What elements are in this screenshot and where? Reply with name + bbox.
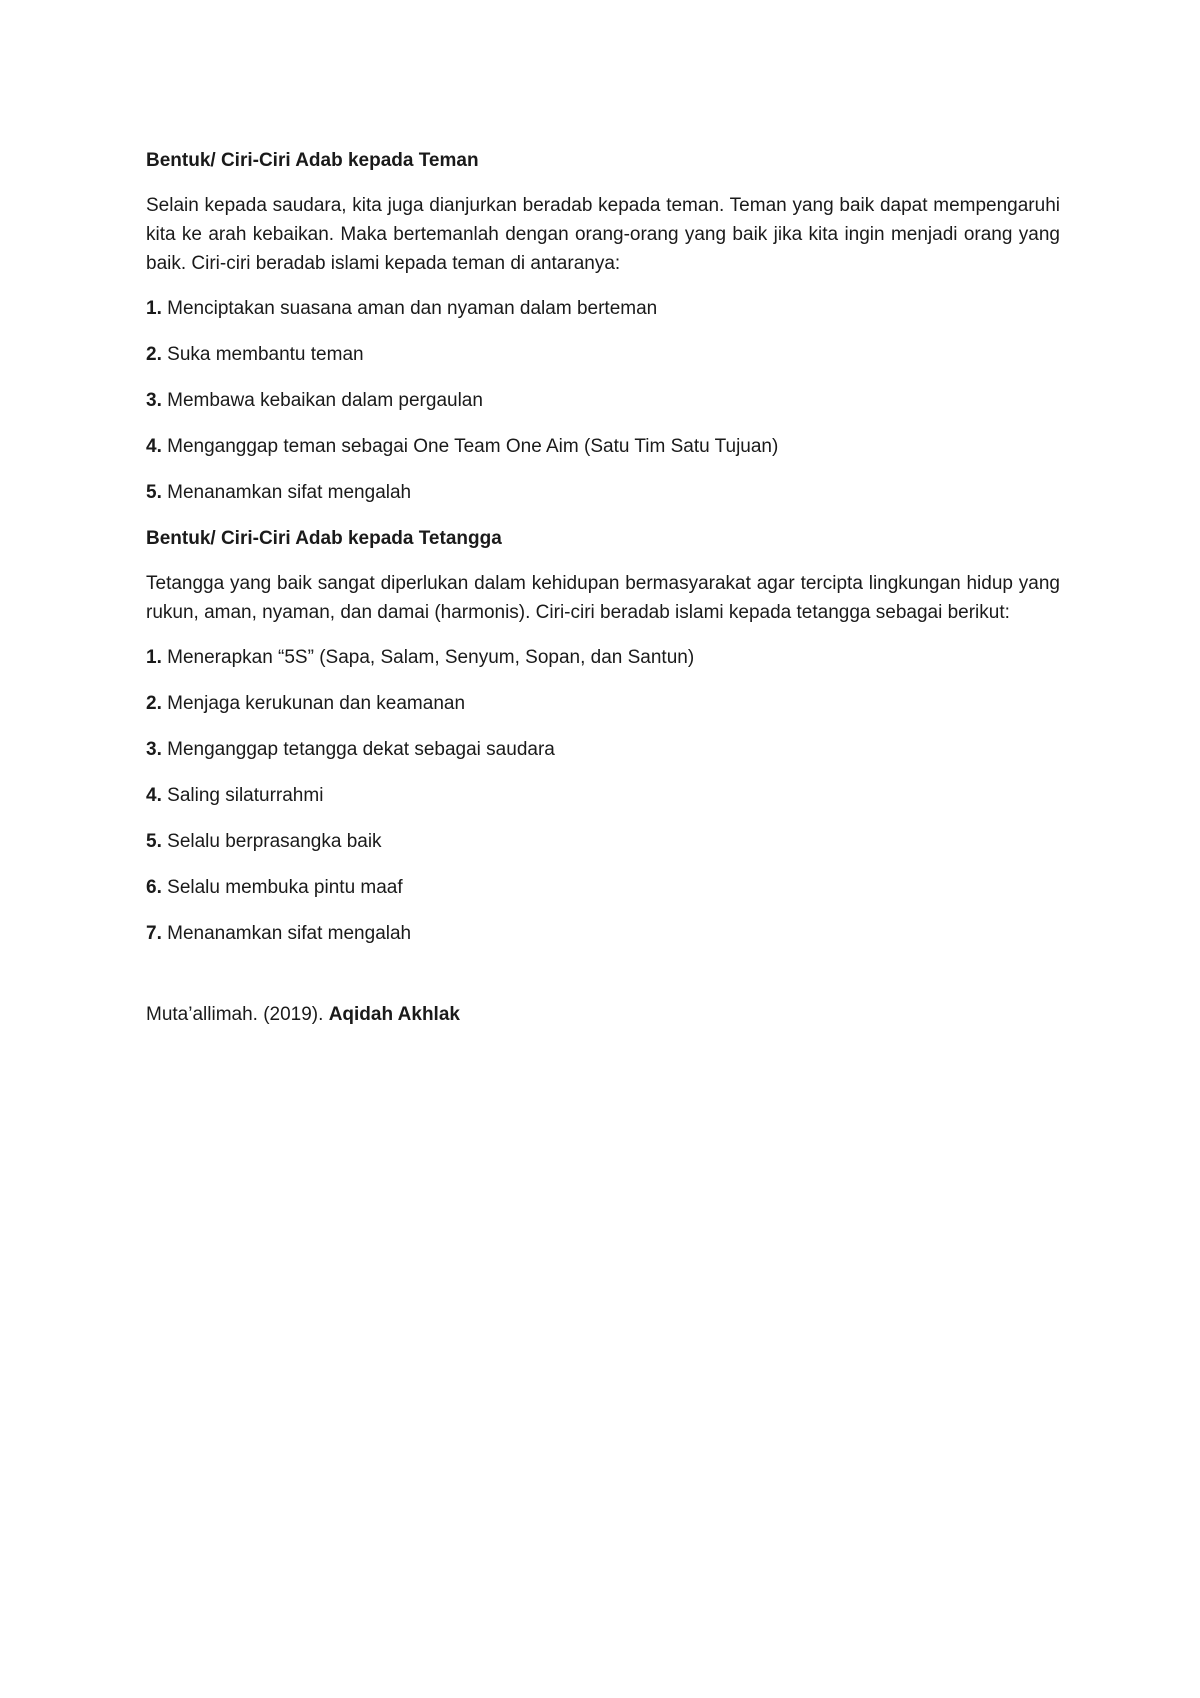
list-item-number: 1. [146, 298, 162, 319]
list-item-text: Menjaga kerukunan dan keamanan [167, 693, 466, 714]
list-item [146, 386, 1060, 415]
document-content [146, 146, 1060, 1029]
list-teman [146, 294, 1060, 507]
section-heading-tetangga: Bentuk/ Ciri-Ciri Adab kepada Tetangga [146, 528, 502, 549]
list-item-text: Menanamkan sifat mengalah [167, 482, 412, 503]
reference-author-year: Muta’allimah. (2019). [146, 1004, 329, 1025]
section-heading-teman: Bentuk/ Ciri-Ciri Adab kepada Teman [146, 150, 479, 171]
list-item-text: Selalu membuka pintu maaf [167, 877, 403, 898]
list-item-number: 7. [146, 923, 162, 944]
list-item-number: 1. [146, 647, 162, 668]
list-item [146, 781, 1060, 810]
list-item-text: Menganggap teman sebagai One Team One Aim (Satu Tim Satu Tujuan) [167, 436, 779, 457]
section-paragraph-tetangga: Tetangga yang baik sangat diperlukan dalam kehidupan bermasyarakat agar tercipta lingkungan hidup yang rukun, aman, nyaman, dan damai (harmonis). Ciri-ciri beradab islami kepada tetangga sebagai berikut: [146, 573, 1060, 623]
list-item-text: Suka membantu teman [167, 344, 364, 365]
reference-title: Aqidah Akhlak [328, 1004, 460, 1025]
list-item-text: Menanamkan sifat mengalah [167, 923, 412, 944]
list-item [146, 919, 1060, 948]
list-item-text: Saling silaturrahmi [167, 785, 324, 806]
reference-citation [146, 1000, 1060, 1029]
list-item [146, 735, 1060, 764]
list-item [146, 689, 1060, 718]
list-item-text: Membawa kebaikan dalam pergaulan [167, 390, 483, 411]
list-item-number: 5. [146, 831, 162, 852]
list-item-text: Menciptakan suasana aman dan nyaman dalam berteman [167, 298, 658, 319]
list-item [146, 432, 1060, 461]
list-item-number: 4. [146, 785, 162, 806]
list-item [146, 873, 1060, 902]
list-item-text: Menganggap tetangga dekat sebagai saudara [167, 739, 555, 760]
list-item-number: 2. [146, 344, 162, 365]
list-item [146, 294, 1060, 323]
list-item-text: Selalu berprasangka baik [167, 831, 382, 852]
list-item-number: 4. [146, 436, 162, 457]
list-item-text: Menerapkan “5S” (Sapa, Salam, Senyum, Sopan, dan Santun) [167, 647, 695, 668]
list-item [146, 478, 1060, 507]
list-tetangga [146, 643, 1060, 948]
list-item-number: 6. [146, 877, 162, 898]
section-paragraph-teman: Selain kepada saudara, kita juga dianjurkan beradab kepada teman. Teman yang baik dapat mempengaruhi kita ke arah kebaikan. Maka bertemanlah dengan orang-orang yang baik jika kita ingin menjadi orang yang baik. Ciri-ciri beradab islami kepada teman di antaranya: [146, 195, 1060, 274]
list-item [146, 340, 1060, 369]
list-item [146, 827, 1060, 856]
list-item-number: 2. [146, 693, 162, 714]
list-item-number: 3. [146, 739, 162, 760]
list-item-number: 3. [146, 390, 162, 411]
list-item-number: 5. [146, 482, 162, 503]
list-item [146, 643, 1060, 672]
